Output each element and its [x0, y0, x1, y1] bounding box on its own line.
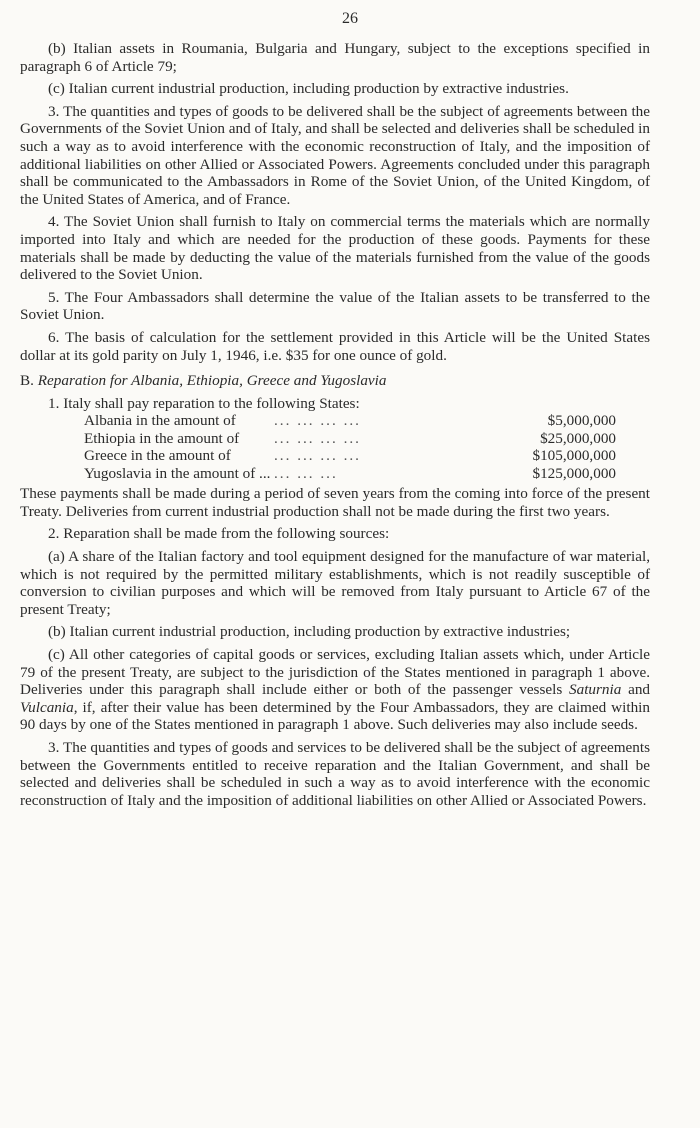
paragraph-b1-after: These payments shall be made during a period of seven years from the coming into force of the present Treaty. Deliveries from current industrial production shall not be made during the first two years. [20, 485, 650, 520]
reparation-amount: $125,000,000 [532, 464, 616, 482]
paragraph-6: 6. The basis of calculation for the settlement provided in this Article will be the United States dollar at its gold parity on July 1, 1946, i.e. $35 for one ounce of gold. [20, 328, 650, 364]
paragraph-c: (c) Italian current industrial production, including production by extractive industries. [48, 80, 569, 98]
reparation-state: Greece in the amount of [84, 447, 231, 465]
reparation-state: Yugoslavia in the amount of ... [84, 464, 271, 482]
paragraph-3: 3. The quantities and types of goods to be delivered shall be the subject of agreements between the Governments of the Soviet Union and of Italy, and shall be selected and deliveries shall be scheduled in such a way as to avoid interference with the economic reconstruction of Italy, and the imposition of additional liabilities on other Allied or Associated Powers. Agreements concluded under this paragraph shall be communicated to the Ambassadors in Rome of the Soviet Union, of the United Kingdom, of the United States of America, and of France. [20, 102, 650, 208]
reparation-state: Albania in the amount of [84, 412, 236, 430]
paragraph-5: 5. The Four Ambassadors shall determine the value of the Italian assets to be transferred to the Soviet Union. [20, 288, 650, 324]
paragraph-b2-c [20, 646, 650, 734]
reparation-amount: $25,000,000 [540, 429, 616, 447]
leader-dots: ... ... ... [274, 464, 338, 482]
paragraph-b: (b) Italian assets in Roumania, Bulgaria and Hungary, subject to the exceptions specified in paragraph 6 of Article 79; [20, 40, 650, 75]
reparation-row [20, 412, 650, 430]
paragraph-b2-b: (b) Italian current industrial production, including production by extractive industries; [48, 623, 571, 641]
paragraph-4: 4. The Soviet Union shall furnish to Italy on commercial terms the materials which are normally imported into Italy and which are needed for the production of these goods. Payments for these materials shall be made by deducting the value of the materials furnished from the value of the goods delivered to the Soviet Union. [20, 213, 650, 284]
paragraph-b2-c-text-2: , if, after their value has been determined by the Four Ambassadors, they are claimed within 90 days by one of the States mentioned in paragraph 1 above. Such deliveries may also include seeds. [20, 698, 650, 734]
section-b-prefix: B. [20, 372, 34, 390]
section-b-title: Reparation for Albania, Ethiopia, Greece and Yugoslavia [37, 372, 387, 390]
leader-dots: ... ... ... ... [274, 429, 361, 447]
reparation-row [20, 447, 650, 465]
reparation-amount: $5,000,000 [547, 412, 616, 430]
section-b-heading [20, 372, 650, 390]
paragraph-b3: 3. The quantities and types of goods and services to be delivered shall be the subject of agreements between the Governments entitled to receive reparation and the Italian Government, and shall be selected and deliveries shall be scheduled in such a way as to avoid interference with the economic reconstruction of Italy and the imposition of additional liabilities on other Allied or Associated Powers. [20, 739, 650, 809]
reparation-row [20, 430, 650, 448]
paragraph-b2-c-text-1: (c) All other categories of capital goods or services, excluding Italian assets which, under Article 79 of the present Treaty, are subject to the jurisdiction of the States mentioned in paragraph 1 above. Deliveries under this paragraph shall include either or both of the passenger vessels [20, 646, 650, 699]
reparation-state: Ethiopia in the amount of [84, 429, 240, 447]
vessel-vulcania: Vulcania [20, 698, 74, 716]
page-number: 26 [342, 10, 358, 27]
paragraph-b2-a: (a) A share of the Italian factory and tool equipment designed for the manufacture of war material, which is not required by the permitted military establishments, which is not readily susceptible of conversion to civilian purposes and which will be removed from Italy pursuant to Article 67 of the present Treaty; [20, 548, 650, 618]
section-b-paragraph-1: 1. Italy shall pay reparation to the following States: [48, 394, 360, 412]
paragraph-b2-intro: 2. Reparation shall be made from the following sources: [48, 525, 390, 543]
paragraph-b2-c-and: and [628, 681, 651, 699]
reparation-amount: $105,000,000 [532, 447, 616, 465]
reparation-table [20, 412, 650, 482]
reparation-row [20, 465, 650, 483]
leader-dots: ... ... ... ... [274, 447, 361, 465]
document-body [20, 40, 650, 814]
leader-dots: ... ... ... ... [274, 412, 361, 430]
vessel-saturnia: Saturnia [569, 681, 622, 699]
